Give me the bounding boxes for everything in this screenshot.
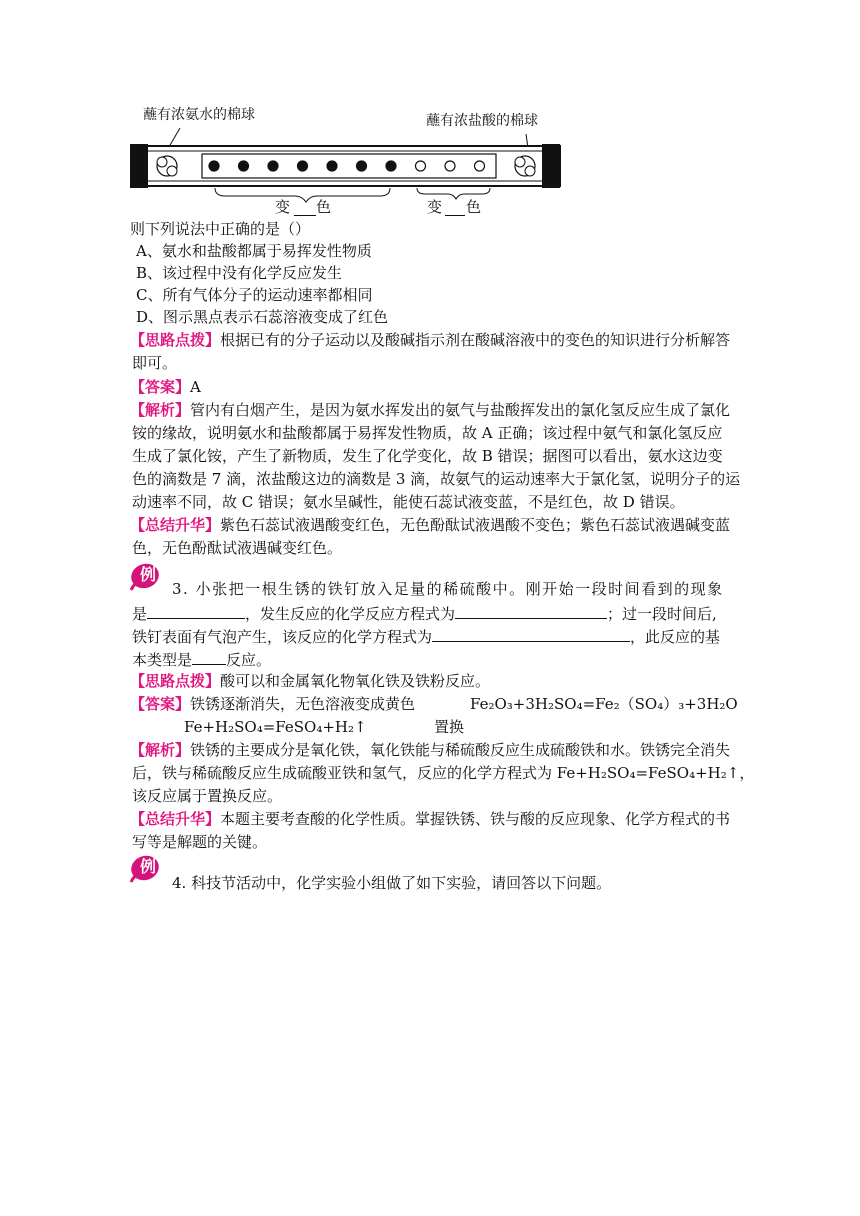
q3-analysis	[130, 739, 730, 761]
example-icon-glyph: 例	[140, 857, 157, 876]
empty-dot	[445, 161, 455, 171]
q2-answer	[130, 376, 201, 398]
filled-dot	[268, 161, 278, 171]
example-icon-glyph: 例	[140, 565, 157, 584]
q2-summary-line1: 紫色石蕊试液遇酸变红色，无色酚酞试液遇酸不变色；紫色石蕊试液遇碱变蓝	[220, 516, 731, 534]
q3-analysis-line2: 后，铁与稀硫酸反应生成硫酸亚铁和氢气，反应的化学方程式为 Fe+H₂SO₄=FeSO₄+H₂↑，	[132, 764, 755, 782]
q4-line1: 4. 科技节活动中，化学实验小组做了如下实验，请回答以下问题。	[172, 874, 612, 892]
q3-line4-b: 反应。	[226, 651, 272, 669]
q3-line3	[132, 624, 720, 648]
right-color-label-post: 色	[466, 198, 482, 216]
left-color-label-pre: 变	[275, 198, 291, 216]
q3-line4-a: 本类型是	[132, 651, 193, 669]
q3-line3-b: ，此反应的基	[630, 628, 721, 646]
q2-summary-line2: 色，无色酚酞试液遇碱变红色。	[132, 539, 343, 557]
q2-hint	[130, 329, 730, 351]
tube-left-cap	[130, 144, 148, 188]
q2-summary	[130, 514, 730, 536]
filled-dot	[357, 161, 367, 171]
q3-answer	[130, 693, 415, 715]
q2-answer-value: A	[190, 378, 201, 396]
q2-analysis-line4: 色的滴数是 7 滴，浓盐酸这边的滴数是 3 滴，故氨气的运动速率大于氯化氢，说明分子的运	[132, 470, 741, 488]
q3-summary-line2: 写等是解题的关键。	[132, 833, 268, 851]
q3-blank-equation1[interactable]	[455, 601, 607, 619]
q2-hint-line1: 根据已有的分子运动以及酸碱指示剂在酸碱溶液中的变色的知识进行分析解答	[220, 331, 731, 349]
q2-analysis	[130, 399, 730, 421]
left-color-label-post: 色	[316, 198, 332, 216]
q2-stem: 则下列说法中正确的是（）	[130, 220, 311, 238]
tube-right-cap	[542, 144, 560, 188]
q3-line2-c: ；过一段时间后,	[607, 605, 717, 623]
q2-hint-line2: 即可。	[132, 354, 178, 372]
left-cotton-label: 蘸有浓氨水的棉球	[143, 107, 255, 123]
q3-equation2: Fe+H₂SO₄=FeSO₄+H₂↑	[184, 718, 367, 736]
q3-line3-a: 铁钉表面有气泡产生，该反应的化学方程式为	[132, 628, 433, 646]
q2-option-a: A、氨水和盐酸都属于易挥发性物质	[136, 242, 372, 260]
q3-line1: 3. 小张把一根生锈的铁钉放入足量的稀硫酸中。刚开始一段时间看到的现象	[172, 580, 724, 598]
filled-dot	[327, 161, 337, 171]
q3-blank-type[interactable]	[192, 647, 226, 665]
q2-analysis-line5: 动速率不同，故 C 错误；氨水呈碱性，能使石蕊试液变蓝，不是红色，故 D 错误。	[132, 493, 685, 511]
q3-line2	[132, 601, 717, 625]
right-cotton-ball	[515, 156, 535, 176]
summary-tag: 【总结升华】	[130, 516, 221, 534]
hint-tag: 【思路点拨】	[130, 672, 221, 690]
analysis-tag: 【解析】	[130, 741, 191, 759]
analysis-tag: 【解析】	[130, 401, 191, 419]
filled-dot	[386, 161, 396, 171]
empty-dot	[416, 161, 426, 171]
answer-tag: 【答案】	[130, 695, 191, 713]
left-brace	[215, 188, 390, 202]
hint-tag: 【思路点拨】	[130, 331, 221, 349]
q3-equation1: Fe₂O₃+3H₂SO₄=Fe₂（SO₄）₃+3H₂O	[470, 695, 738, 713]
q2-analysis-line1: 管内有白烟产生，是因为氨水挥发出的氨气与盐酸挥发出的氯化氢反应生成了氯化	[190, 401, 731, 419]
q2-analysis-line2: 铵的缘故，说明氨水和盐酸都属于易挥发性物质，故 A 正确；该过程中氨气和氯化氢反应	[132, 424, 723, 442]
q3-hint-text: 酸可以和金属氧化物氧化铁及铁粉反应。	[220, 672, 491, 690]
q3-answer3: 置换	[434, 718, 465, 736]
q3-line2-a: 是	[132, 605, 148, 623]
answer-tag: 【答案】	[130, 378, 191, 396]
q2-analysis-line3: 生成了氯化铵，产生了新物质，发生了化学变化，故 B 错误；据图可以看出，氨水这边变	[132, 447, 723, 465]
left-cotton-ball	[157, 156, 177, 176]
diffusion-figure	[130, 104, 562, 218]
filled-dot	[298, 161, 308, 171]
q3-summary	[130, 808, 730, 830]
right-cotton-label: 蘸有浓盐酸的棉球	[426, 113, 538, 129]
summary-tag: 【总结升华】	[130, 810, 221, 828]
q2-option-b: B、该过程中没有化学反应发生	[136, 264, 343, 282]
q3-analysis-line1: 铁锈的主要成分是氧化铁，氧化铁能与稀硫酸反应生成硫酸铁和水。铁锈完全消失	[190, 741, 731, 759]
filled-dot	[209, 161, 219, 171]
q3-analysis-line3: 该反应属于置换反应。	[132, 787, 283, 805]
q3-blank-phenomenon[interactable]	[147, 601, 245, 619]
q3-line4	[132, 647, 271, 671]
q2-option-d: D、图示黑点表示石蕊溶液变成了红色	[136, 308, 389, 326]
q3-line2-b: ，发生反应的化学反应方程式为	[245, 605, 456, 623]
right-color-label-pre: 变	[427, 198, 443, 216]
q3-hint	[130, 670, 490, 692]
right-color-blank	[445, 215, 465, 216]
q3-blank-equation2[interactable]	[432, 624, 630, 642]
q3-answer1: 铁锈逐渐消失，无色溶液变成黄色	[190, 695, 416, 713]
left-color-blank	[294, 215, 316, 216]
q2-option-c: C、所有气体分子的运动速率都相同	[136, 286, 373, 304]
glass-tube-diagram	[130, 104, 562, 218]
empty-dot	[475, 161, 485, 171]
q3-summary-line1: 本题主要考查酸的化学性质。掌握铁锈、铁与酸的反应现象、化学方程式的书	[220, 810, 731, 828]
filled-dot	[239, 161, 249, 171]
